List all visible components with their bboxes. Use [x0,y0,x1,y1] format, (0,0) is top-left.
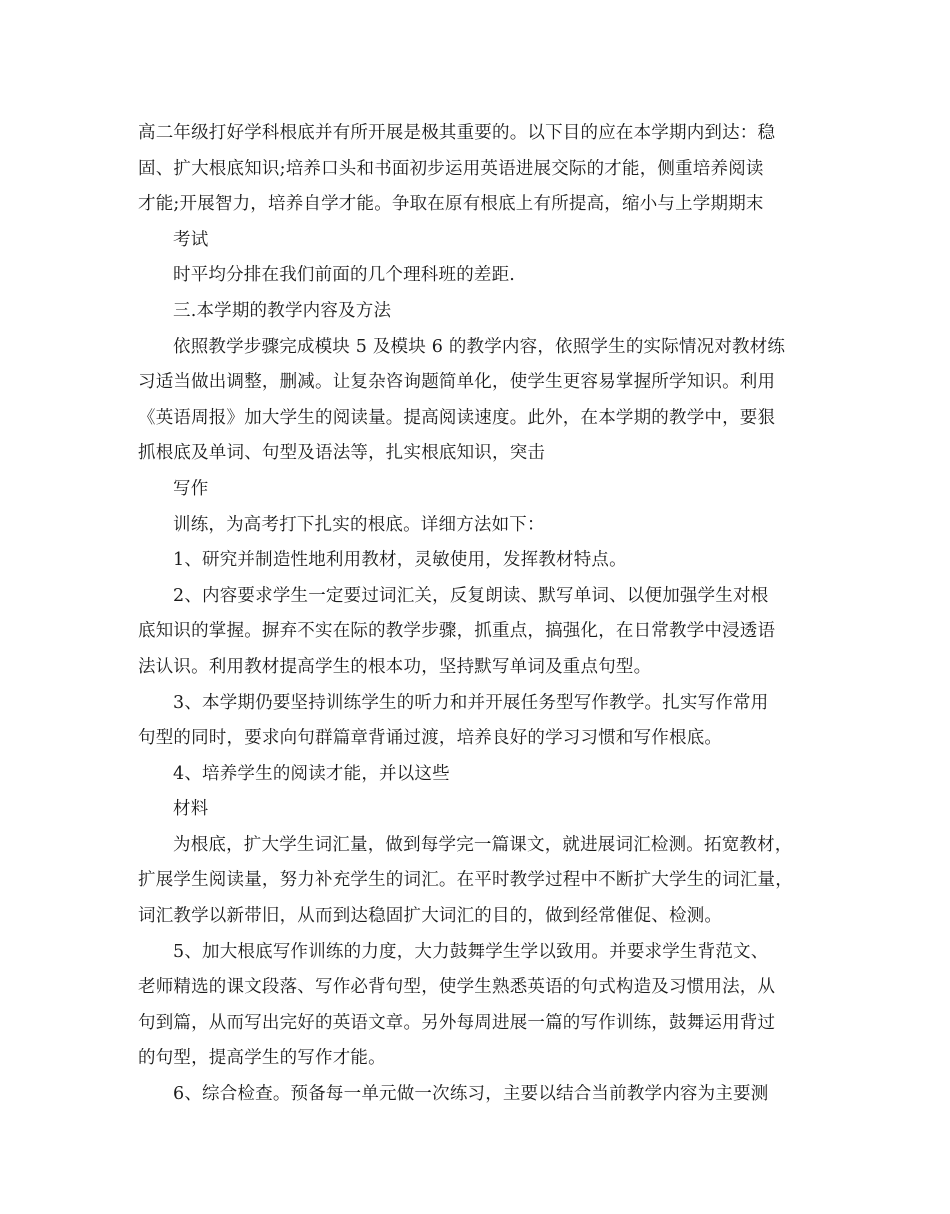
text-line: 抓根底及单词、句型及语法等，扎实根底知识，突击 [138,443,546,464]
text-line: 5、加大根底写作训练的力度，大力鼓舞学生学以致用。并要求学生背范文、 [173,941,769,962]
text-line: 依照教学步骤完成模块 5 及模块 6 的教学内容，依照学生的实际情况对教材练 [173,336,786,357]
text-line: 才能;开展智力，培养自学才能。争取在原有根底上有所提高，缩小与上学期期末 [138,194,764,215]
text-line: 词汇教学以新带旧，从而到达稳固扩大词汇的目的，做到经常催促、检测。 [138,906,723,927]
text-line: 句型的同时，要求向句群篇章背诵过渡，培养良好的学习习惯和写作根底。 [138,728,723,749]
text-line: 训练，为高考打下扎实的根底。详细方法如下： [173,514,545,535]
text-line: 材料 [173,799,209,820]
text-line: 老师精选的课文段落、写作必背句型，使学生熟悉英语的句式构造及习惯用法，从 [138,977,776,998]
text-line: 写作 [173,478,209,499]
document-body [138,116,818,1113]
text-line: 3、本学期仍要坚持训练学生的听力和并开展任务型写作教学。扎实写作常用 [173,692,769,713]
text-line: 为根底，扩大学生词汇量，做到每学完一篇课文，就进展词汇检测。拓宽教材， [173,834,793,855]
text-line: 法认识。利用教材提高学生的根本功，坚持默写单词及重点句型。 [138,656,652,677]
text-line: 1、研究并制造性地利用教材，灵敏使用，发挥教材特点。 [173,550,627,571]
text-line: 三.本学期的教学内容及方法 [173,300,392,321]
text-line: 习适当做出调整，删减。让复杂咨询题简单化，使学生更容易掌握所学知识。利用 [138,372,776,393]
text-line: 2、内容要求学生一定要过词汇关，反复朗读、默写单词、以便加强学生对根 [173,585,769,606]
text-line: 固、扩大根底知识;培养口头和书面初步运用英语进展交际的才能，侧重培养阅读 [138,158,764,179]
text-line: 考试 [173,229,209,250]
text-line: 4、培养学生的阅读才能，并以这些 [173,763,450,784]
text-line: 底知识的掌握。摒弃不实在际的教学步骤，抓重点，搞强化，在日常教学中浸透语 [138,621,776,642]
text-line: 高二年级打好学科根底并有所开展是极其重要的。以下目的应在本学期内到达：稳 [138,123,776,143]
text-line: 的句型，提高学生的写作才能。 [138,1048,386,1069]
text-line: 《英语周报》加大学生的阅读量。提高阅读速度。此外，在本学期的教学中，要狠 [138,407,776,428]
text-line: 句到篇，从而写出完好的英语文章。另外每周进展一篇的写作训练，鼓舞运用背过 [138,1012,776,1033]
text-line: 6、综合检查。预备每一单元做一次练习，主要以结合当前教学内容为主要测 [173,1084,769,1105]
text-line: 扩展学生阅读量，努力补充学生的词汇。在平时教学过程中不断扩大学生的词汇量， [138,870,793,891]
text-line: 时平均分排在我们前面的几个理科班的差距. [173,265,516,286]
